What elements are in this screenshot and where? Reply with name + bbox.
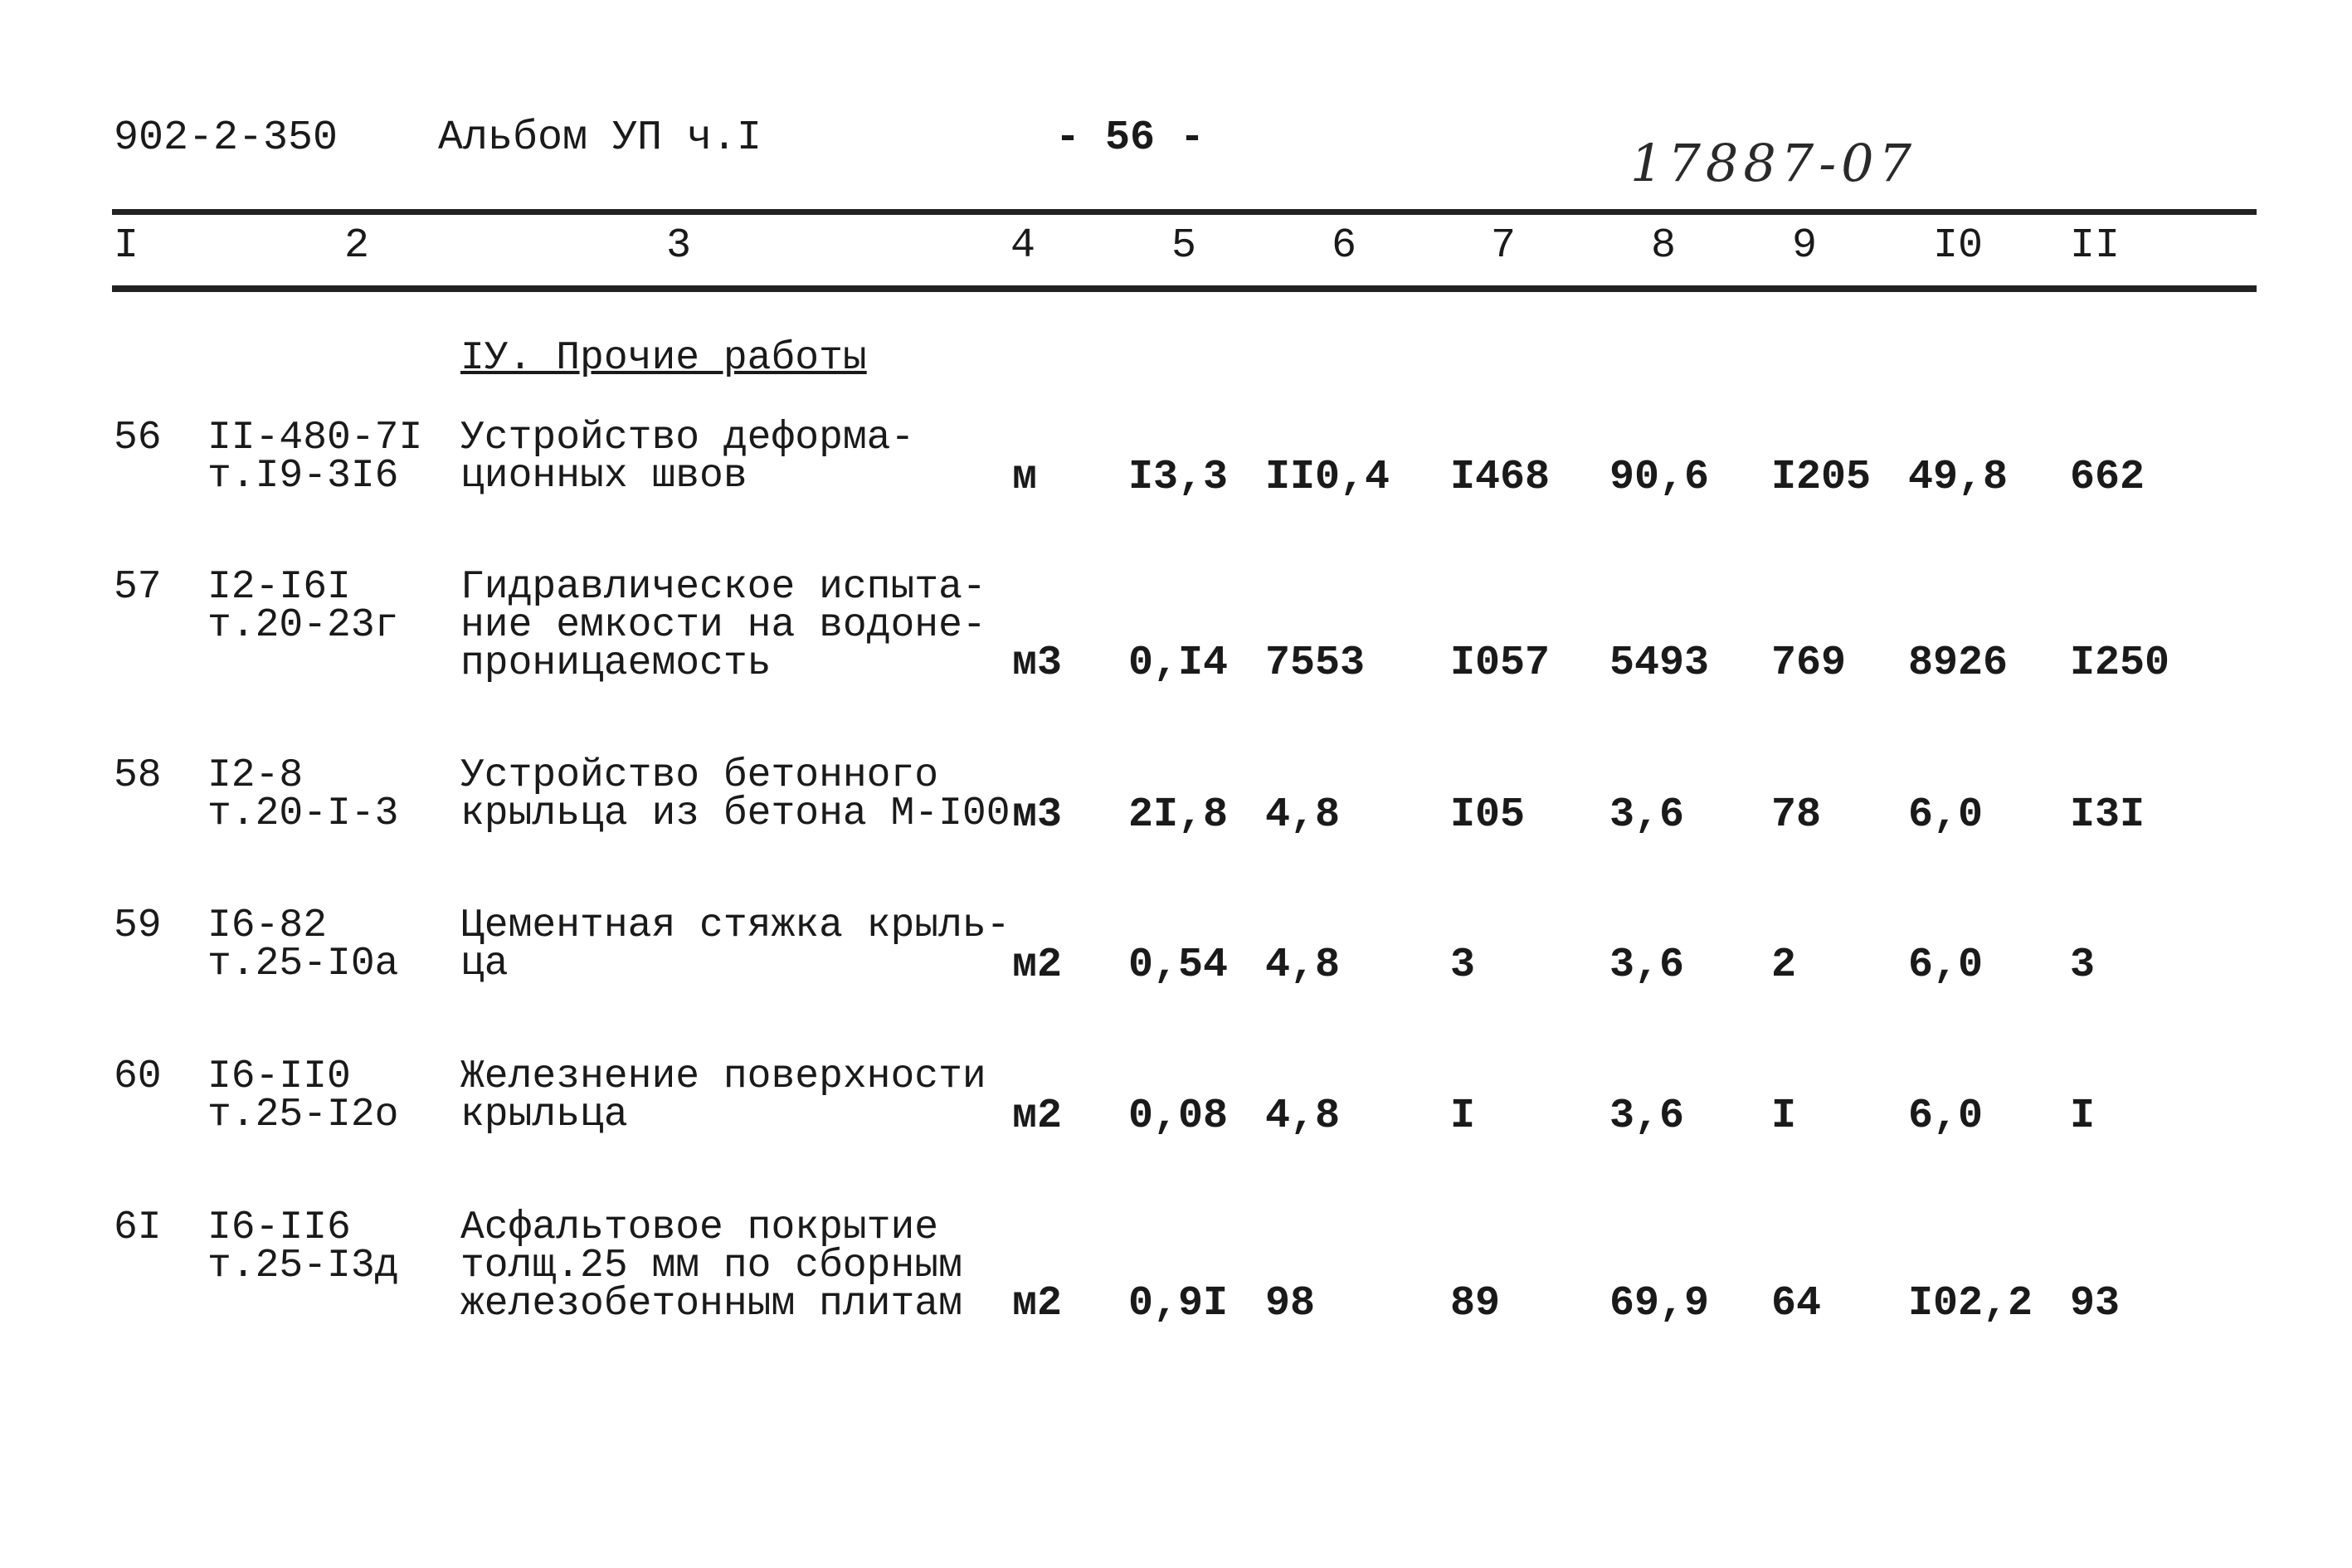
unit-cell: м2: [1012, 1093, 1063, 1140]
row-number: 6I: [114, 1205, 162, 1250]
handwritten-number: 17887-07: [1630, 133, 1917, 193]
column-number-8: 8: [1651, 222, 1677, 270]
col5-cell: 2I,8: [1128, 791, 1229, 839]
col7-cell: I057: [1450, 640, 1551, 687]
col11-cell: I3I: [2070, 791, 2145, 839]
col11-cell: 662: [2070, 454, 2145, 501]
col7-cell: I468: [1450, 454, 1551, 501]
column-number-1: I: [114, 222, 139, 270]
row-code: I6-II6 т.25-I3д: [207, 1205, 399, 1288]
col6-cell: 4,8: [1265, 1093, 1341, 1140]
col11-cell: 93: [2070, 1280, 2121, 1327]
col9-cell: 769: [1771, 640, 1847, 687]
col10-cell: 6,0: [1908, 1093, 1984, 1140]
row-number: 59: [114, 903, 162, 948]
table-row: [0, 903, 2352, 1073]
column-number-7: 7: [1491, 222, 1517, 270]
col6-cell: 98: [1265, 1280, 1316, 1327]
row-code: I6-82 т.25-I0а: [207, 903, 399, 986]
row-code: I2-8 т.20-I-3: [207, 753, 399, 836]
document-code: 902-2-350: [114, 114, 338, 162]
column-number-5: 5: [1171, 222, 1197, 270]
col7-cell: I: [1450, 1093, 1476, 1140]
column-number-11: II: [2070, 222, 2121, 270]
unit-cell: м3: [1012, 640, 1063, 687]
row-code: II-480-7I т.I9-3I6: [207, 416, 423, 499]
row-description: Устройство деформа- ционных швов: [460, 416, 915, 499]
col10-cell: 6,0: [1908, 791, 1984, 839]
col8-cell: 5493: [1609, 640, 1710, 687]
table-row: [0, 416, 2352, 585]
col8-cell: 3,6: [1609, 942, 1685, 989]
col6-cell: 4,8: [1265, 791, 1341, 839]
col9-cell: I: [1771, 1093, 1797, 1140]
col8-cell: 3,6: [1609, 1093, 1685, 1140]
col5-cell: 0,08: [1128, 1093, 1229, 1140]
row-number: 57: [114, 565, 162, 610]
col11-cell: I250: [2070, 640, 2170, 687]
row-number: 60: [114, 1054, 162, 1099]
col10-cell: 6,0: [1908, 942, 1984, 989]
column-number-4: 4: [1010, 222, 1036, 270]
column-number-6: 6: [1332, 222, 1357, 270]
header-bottom-rule: [112, 285, 2257, 292]
table-row: [0, 1205, 2352, 1375]
col11-cell: 3: [2070, 942, 2096, 989]
col7-cell: 3: [1450, 942, 1476, 989]
row-description: Устройство бетонного крыльца из бетона М-I00: [460, 753, 1010, 836]
col5-cell: 0,9I: [1128, 1280, 1229, 1327]
col9-cell: I205: [1771, 454, 1872, 501]
section-title: IУ. Прочие работы: [460, 336, 867, 381]
col5-cell: 0,I4: [1128, 640, 1229, 687]
col8-cell: 3,6: [1609, 791, 1685, 839]
col5-cell: I3,3: [1128, 454, 1229, 501]
row-number: 58: [114, 753, 162, 798]
col10-cell: I02,2: [1908, 1280, 2033, 1327]
col9-cell: 64: [1771, 1280, 1822, 1327]
col7-cell: 89: [1450, 1280, 1501, 1327]
album-label: Альбом УП ч.I: [438, 114, 762, 162]
table-row: [0, 1054, 2352, 1224]
row-code: I6-II0 т.25-I2о: [207, 1054, 399, 1137]
col10-cell: 8926: [1908, 640, 2009, 687]
col9-cell: 2: [1771, 942, 1797, 989]
column-number-9: 9: [1792, 222, 1818, 270]
column-number-3: 3: [666, 222, 692, 270]
col11-cell: I: [2070, 1093, 2096, 1140]
col6-cell: II0,4: [1265, 454, 1390, 501]
row-description: Гидравлическое испыта- ние емкости на водоне- проницаемость: [460, 565, 986, 686]
table-row: [0, 565, 2352, 734]
row-description: Цементная стяжка крыль- ца: [460, 903, 1010, 986]
col6-cell: 7553: [1265, 640, 1366, 687]
col5-cell: 0,54: [1128, 942, 1229, 989]
unit-cell: м2: [1012, 942, 1063, 989]
column-number-10: I0: [1933, 222, 1984, 270]
column-number-2: 2: [344, 222, 370, 270]
col10-cell: 49,8: [1908, 454, 2009, 501]
unit-cell: м3: [1012, 791, 1063, 839]
unit-cell: м2: [1012, 1280, 1063, 1327]
col7-cell: I05: [1450, 791, 1526, 839]
col8-cell: 69,9: [1609, 1280, 1710, 1327]
row-description: Асфальтовое покрытие толщ.25 мм по сборным железобетонным плитам: [460, 1205, 962, 1327]
col9-cell: 78: [1771, 791, 1822, 839]
row-description: Железнение поверхности крыльца: [460, 1054, 986, 1137]
table-row: [0, 753, 2352, 923]
col8-cell: 90,6: [1609, 454, 1710, 501]
unit-cell: м: [1012, 454, 1038, 501]
row-code: I2-I6I т.20-23г: [207, 565, 399, 648]
page-number: - 56 -: [1055, 114, 1205, 162]
header-top-rule: [112, 209, 2257, 215]
col6-cell: 4,8: [1265, 942, 1341, 989]
row-number: 56: [114, 416, 162, 460]
